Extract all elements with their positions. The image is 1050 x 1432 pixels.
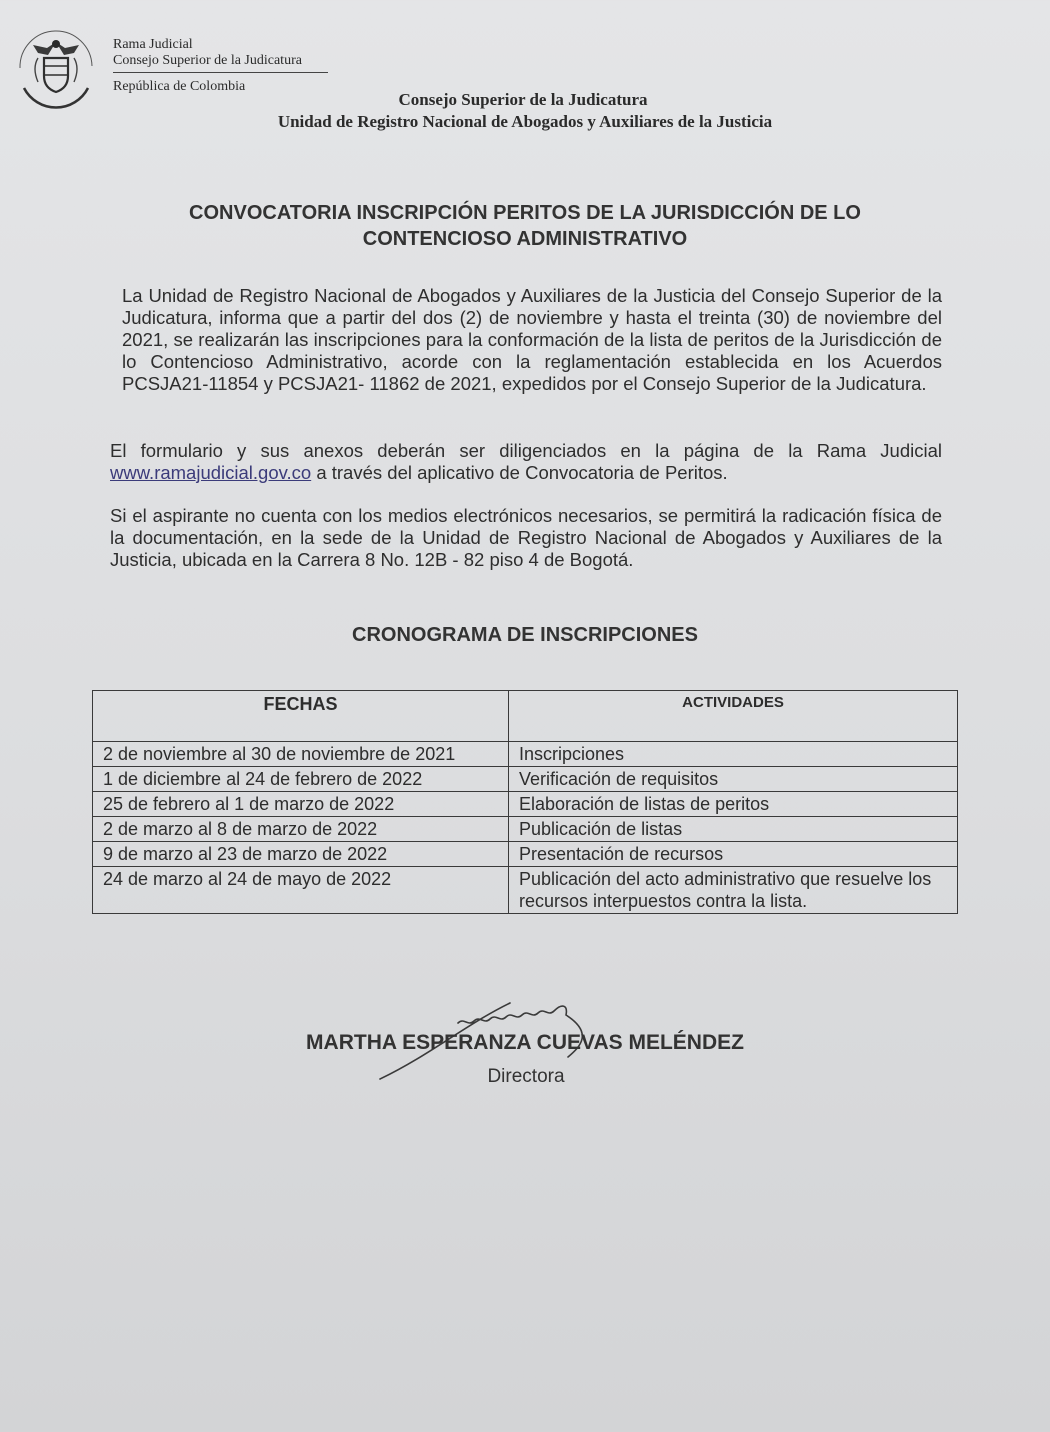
schedule-title: CRONOGRAMA DE INSCRIPCIONES (352, 624, 698, 646)
paragraph-form-text-end: a través del aplicativo de Convocatoria de Peritos. (316, 462, 728, 483)
paragraph-announcement: La Unidad de Registro Nacional de Abogados y Auxiliares de la Justicia del Consejo Superior de la Judicatura, informa que a partir del dos (2) de noviembre y hasta el treinta (30) de noviembre del 2021, se realizarán las inscripciones para la conformación de la lista de peritos de la Jurisdicción de lo Contencioso Administrativo, acorde con la reglamentación establecida en los Acuerdos PCSJA21-11854 y PCSJA21- 11862 de 2021, expedidos por el Consejo Superior de la Judicatura. (122, 285, 942, 394)
table-row (93, 842, 958, 867)
activity-cell: Verificación de requisitos (509, 767, 958, 792)
activity-cell: Elaboración de listas de peritos (509, 792, 958, 817)
table-row (93, 792, 958, 817)
paragraph-form-text-start: El formulario y sus anexos deberán ser diligenciados en la página de la Rama Judicial (110, 440, 942, 461)
logo-divider (113, 72, 328, 73)
activity-cell: Presentación de recursos (509, 842, 958, 867)
document-title-line1: CONVOCATORIA INSCRIPCIÓN PERITOS DE LA JURISDICCIÓN DE LO (189, 202, 861, 224)
activity-cell: Inscripciones (509, 742, 958, 767)
logo-line-rama-judicial: Rama Judicial (113, 37, 193, 52)
header-title-unidad: Unidad de Registro Nacional de Abogados y Auxiliares de la Justicia (277, 112, 773, 131)
header-title-consejo: Consejo Superior de la Judicatura (398, 90, 648, 109)
table-row (93, 742, 958, 767)
paragraph-physical-filing: Si el aspirante no cuenta con los medios electrónicos necesarios, se permitirá la radicación física de la documentación, en la sede de la Unidad de Registro Nacional de Abogados y Auxiliares de la Justicia, ubicada en la Carrera 8 No. 12B - 82 piso 4 de Bogotá. (110, 505, 942, 570)
table-row (93, 867, 958, 914)
document-title-line2: CONTENCIOSO ADMINISTRATIVO (362, 228, 688, 250)
date-cell: 25 de febrero al 1 de marzo de 2022 (93, 792, 509, 817)
date-cell: 24 de marzo al 24 de mayo de 2022 (93, 867, 509, 914)
signatory-name: MARTHA ESPERANZA CUEVAS MELÉNDEZ (306, 1031, 744, 1054)
date-cell: 2 de noviembre al 30 de noviembre de 2021 (93, 742, 509, 767)
column-header-activities: ACTIVIDADES (509, 691, 958, 742)
logo-line-consejo: Consejo Superior de la Judicatura (113, 53, 302, 68)
schedule-table (92, 690, 958, 914)
activity-cell: Publicación de listas (509, 817, 958, 842)
table-row (93, 817, 958, 842)
column-header-dates: FECHAS (93, 691, 509, 742)
paragraph-form-instructions (110, 440, 942, 484)
document-title (120, 200, 930, 252)
activity-cell: Publicación del acto administrativo que resuelve los recursos interpuestos contra la lista. (509, 867, 958, 914)
date-cell: 2 de marzo al 8 de marzo de 2022 (93, 817, 509, 842)
rama-judicial-link[interactable]: www.ramajudicial.gov.co (110, 462, 312, 483)
schedule-header-row (93, 691, 958, 742)
signatory-role: Directora (487, 1066, 565, 1087)
table-row (93, 767, 958, 792)
date-cell: 9 de marzo al 23 de marzo de 2022 (93, 842, 509, 867)
date-cell: 1 de diciembre al 24 de febrero de 2022 (93, 767, 509, 792)
logo-line-republica: República de Colombia (113, 79, 246, 94)
logo-text-block (113, 37, 302, 69)
